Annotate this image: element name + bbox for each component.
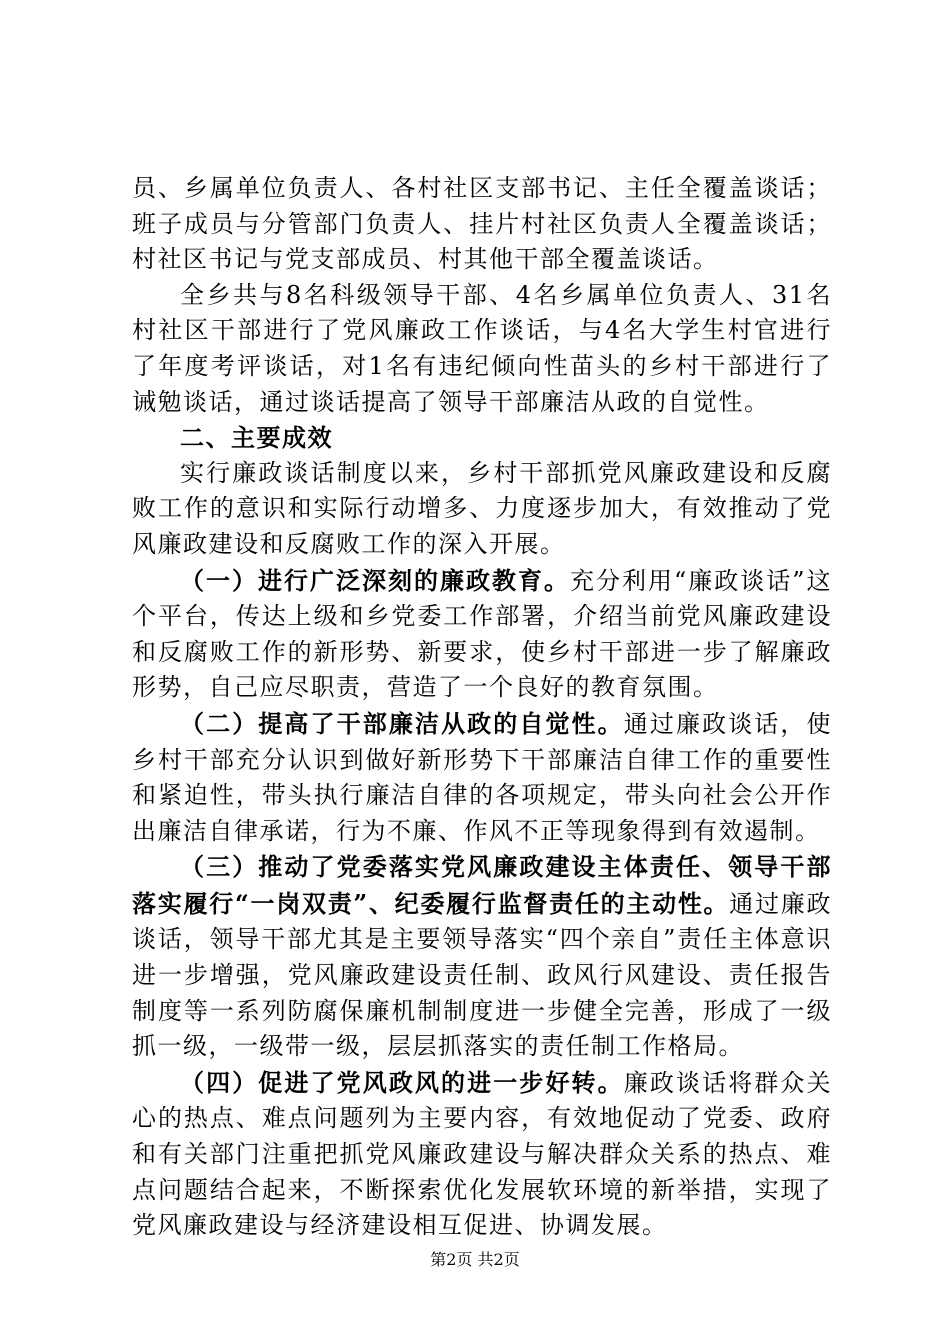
paragraph-text: 通过廉政谈话，使乡村干部充分认识到做好新形势下干部廉洁自律工作的重要性和紧迫性，带头执行廉洁自律的各项规定，带头向社会公开作出廉洁自律承诺，行为不廉、作风不正等现象得到有效遏制。 <box>132 709 833 845</box>
section-heading-text: 二、主要成效 <box>180 423 333 453</box>
point-heading: （一）进行广泛深刻的廉政教育。 <box>180 565 570 595</box>
paragraph-text: 员、乡属单位负责人、各村社区支部书记、主任全覆盖谈话；班子成员与分管部门负责人、挂片村社区负责人全覆盖谈话；村社区书记与党支部成员、村其他干部全覆盖谈话。 <box>132 174 832 274</box>
point-heading: （四）促进了党风政风的进一步好转。 <box>180 1067 624 1097</box>
paragraph-point-4 <box>132 1065 832 1244</box>
paragraph-point-3 <box>132 849 832 1065</box>
paragraph-text: 全乡共与8名科级领导干部、4名乡属单位负责人、31名村社区干部进行了党风廉政工作谈话，与4名大学生村官进行了年度考评谈话，对1名有违纪倾向性苗头的乡村干部进行了诫勉谈话，通过谈话提高了领导干部廉洁从政的自觉性。 <box>132 280 832 416</box>
paragraph-text: 廉政谈话将群众关心的热点、难点问题列为主要内容，有效地促动了党委、政府和有关部门注重把抓党风廉政建设与解决群众关系的热点、难点问题结合起来，不断探索优化发展软环境的新举措，实现了党风廉政建设与经济建设相互促进、协调发展。 <box>132 1068 833 1240</box>
section-heading <box>132 420 832 456</box>
paragraph-continuation <box>132 171 832 278</box>
paragraph-point-1 <box>132 563 832 706</box>
paragraph-text: 实行廉政谈话制度以来，乡村干部抓党风廉政建设和反腐败工作的意识和实际行动增多、力度逐步加大，有效推动了党风廉政建设和反腐败工作的深入开展。 <box>132 458 832 558</box>
paragraph-text: 通过廉政谈话，领导干部尤其是主要领导落实“四个亲自”责任主体意识进一步增强，党风廉政建设责任制、政风行风建设、责任报告制度等一系列防腐保廉机制制度进一步健全完善，形成了一级抓一级，一级带一级，层层抓落实的责任制工作格局。 <box>132 889 833 1061</box>
page-number: 第2页 共2页 <box>430 1250 520 1269</box>
paragraph-point-2 <box>132 706 832 849</box>
paragraph-effects-intro <box>132 456 832 563</box>
document-body <box>132 171 832 1244</box>
paragraph-talk-summary <box>132 278 832 420</box>
point-heading: （三）推动了党委落实党风廉政建设主体责任、领导干部落实履行“一岗双责”、纪委履行监督责任的主动性。 <box>132 852 832 918</box>
page-footer <box>0 1247 950 1270</box>
point-heading: （二）提高了干部廉洁从政的自觉性。 <box>180 708 624 738</box>
paragraph-text: 充分利用“廉政谈话”这个平台，传达上级和乡党委工作部署，介绍当前党风廉政建设和反腐败工作的新形势、新要求，使乡村干部进一步了解廉政形势，自己应尽职责，营造了一个良好的教育氛围。 <box>132 566 833 702</box>
